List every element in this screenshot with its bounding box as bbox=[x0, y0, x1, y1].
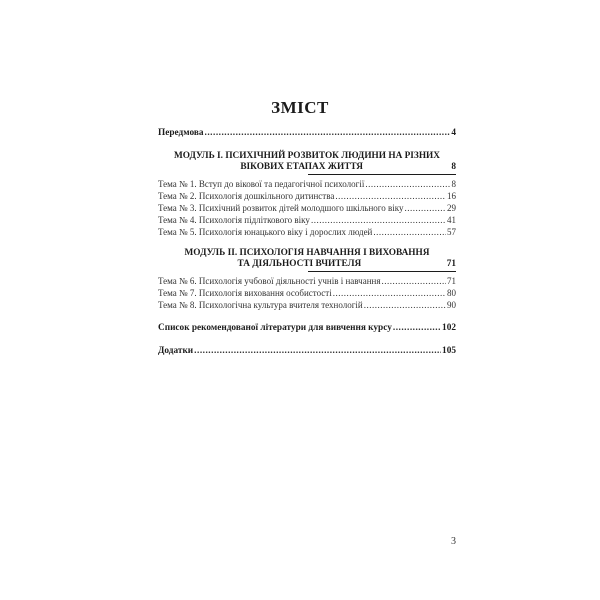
topic-page: 71 bbox=[447, 276, 456, 286]
topic-page: 16 bbox=[447, 191, 456, 201]
topic-page: 41 bbox=[447, 215, 456, 225]
dot-leader bbox=[373, 226, 446, 238]
toc-topic-8 bbox=[158, 299, 456, 311]
dot-leader bbox=[194, 346, 441, 357]
topic-page: 29 bbox=[447, 203, 456, 213]
module-page: 71 bbox=[446, 259, 456, 269]
dot-leader bbox=[405, 202, 447, 214]
module-heading-line2: ВІКОВИХ ЕТАПАХ ЖИТТЯ bbox=[240, 162, 363, 172]
topic-label: Тема № 4. Психологія підліткового віку bbox=[158, 215, 310, 225]
topic-page: 80 bbox=[447, 288, 456, 298]
module-heading-line1: МОДУЛЬ ІІ. ПСИХОЛОГІЯ НАВЧАННЯ І ВИХОВАННЯ bbox=[184, 248, 430, 258]
topic-label: Тема № 7. Психологія виховання особистості bbox=[158, 288, 332, 298]
toc-entry-label: Передмова bbox=[158, 128, 204, 138]
topic-label: Тема № 5. Психологія юнацького віку і дорослих людей bbox=[158, 227, 373, 237]
topic-label: Тема № 1. Вступ до вікової та педагогічної психології bbox=[158, 179, 365, 189]
dot-leader bbox=[205, 128, 451, 139]
page-number: 3 bbox=[451, 536, 456, 547]
module-heading-line1: МОДУЛЬ І. ПСИХІЧНИЙ РОЗВИТОК ЛЮДИНИ НА РІЗНИХ bbox=[174, 151, 440, 161]
toc-module-1 bbox=[158, 151, 456, 238]
table-of-contents bbox=[158, 128, 456, 357]
dot-leader bbox=[381, 275, 446, 287]
dot-leader bbox=[311, 214, 446, 226]
module-page: 8 bbox=[451, 162, 456, 172]
module-heading-line2-row bbox=[158, 259, 456, 270]
dot-leader bbox=[365, 178, 450, 190]
topic-page: 8 bbox=[451, 179, 456, 189]
toc-topic-7 bbox=[158, 287, 456, 299]
toc-module-2 bbox=[158, 248, 456, 311]
dot-leader bbox=[333, 287, 446, 299]
topic-page: 90 bbox=[447, 300, 456, 310]
toc-entry-page: 105 bbox=[442, 346, 456, 356]
toc-entry-preface bbox=[158, 128, 456, 139]
toc-entry-label: Список рекомендованої літератури для вивчення курсу bbox=[158, 323, 392, 333]
dot-leader bbox=[335, 190, 446, 202]
module-heading-line2: ТА ДІЯЛЬНОСТІ ВЧИТЕЛЯ bbox=[237, 259, 362, 269]
module-heading-rule bbox=[308, 271, 456, 272]
toc-entry-page: 102 bbox=[442, 323, 456, 333]
page-title: ЗМІСТ bbox=[271, 98, 329, 117]
toc-topic-5 bbox=[158, 226, 456, 238]
dot-leader bbox=[393, 323, 441, 334]
module-heading-line2-row bbox=[158, 162, 456, 173]
toc-entry-page: 4 bbox=[451, 128, 456, 138]
topic-label: Тема № 6. Психологія учбової діяльності учнів і навчання bbox=[158, 276, 381, 286]
topic-label: Тема № 2. Психологія дошкільного дитинства bbox=[158, 191, 335, 201]
module-topic-list bbox=[158, 275, 456, 311]
module-topic-list bbox=[158, 178, 456, 238]
dot-leader bbox=[364, 299, 446, 311]
toc-topic-6 bbox=[158, 275, 456, 287]
toc-entry-literature bbox=[158, 323, 456, 334]
toc-topic-1 bbox=[158, 178, 456, 190]
toc-topic-3 bbox=[158, 202, 456, 214]
topic-label: Тема № 3. Психічний розвиток дітей молодшого шкільного віку bbox=[158, 203, 404, 213]
toc-topic-2 bbox=[158, 190, 456, 202]
topic-label: Тема № 8. Психологічна культура вчителя технологій bbox=[158, 300, 363, 310]
toc-entry-appendix bbox=[158, 346, 456, 357]
toc-topic-4 bbox=[158, 214, 456, 226]
module-heading-rule bbox=[308, 174, 456, 175]
topic-page: 57 bbox=[447, 227, 456, 237]
toc-entry-label: Додатки bbox=[158, 346, 194, 356]
